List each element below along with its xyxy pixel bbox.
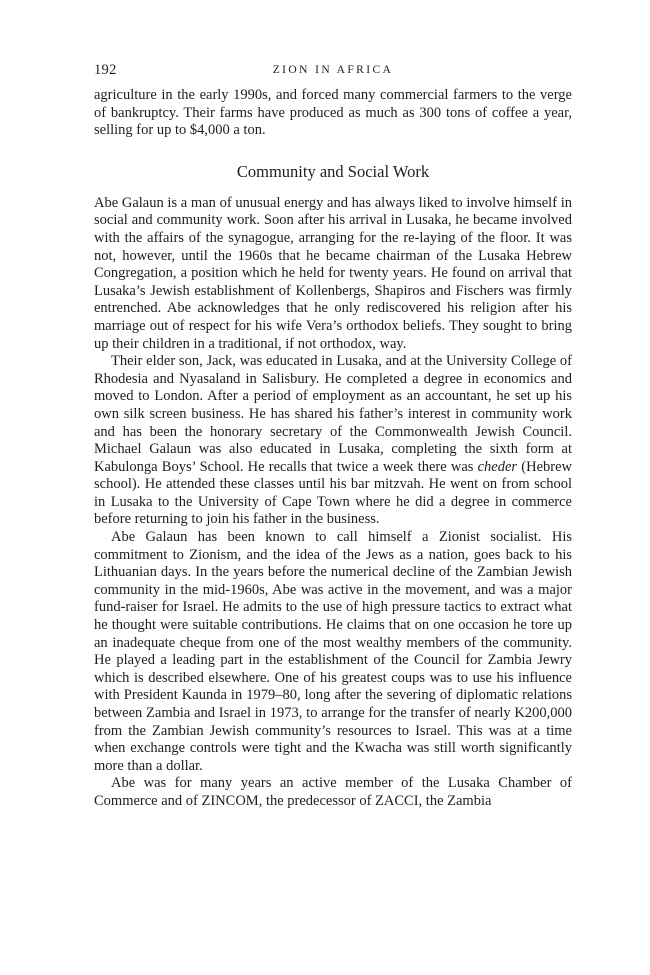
running-head [94,60,572,80]
running-title: ZION IN AFRICA [272,64,394,76]
paragraph-sons-text-1: Their elder son, Jack, was educated in Lusaka, and at the University College of Rhodesia and Nyasaland in Salisbury. He completed a degree in economics and moved to London. After a period of employment as an accountant, he set up his own silk screen business. He has shared his father’s interest in community work and has been the honorary secretary of the Commonwealth Jewish Council. Michael Galaun was also educated in Lusaka, completing the sixth form at Kabulonga Boys’ School. He recalls that twice a week there was [94,353,572,475]
paragraph-zionism: Abe Galaun has been known to call himself a Zionist socialist. His commitment to Zionism, and the idea of the Jews as a nation, goes back to his Lithuanian days. In the years before the numerical decline of the Zambian Jewish community in the mid-1960s, Abe was active in the movement, and was a major fund-raiser for Israel. He admits to the use of high pressure tactics to extract what he thought were suitable contributions. He claims that on one occasion he tore up an inadequate cheque from one of the most wealthy members of the community. He played a leading part in the establishment of the Council for Zambia Jewry which is described elsewhere. One of his greatest coups was to use his influence with President Kaunda in 1979–80, long after the severing of diplomatic relations between Zambia and Israel in 1973, to arrange for the transfer of nearly K200,000 from the Zambian Jewish community’s resources to Israel. This was at a time when exchange controls were tight and the Kwacha was still worth significantly more than a dollar. [94,529,572,774]
paragraph-community-work: Abe Galaun is a man of unusual energy and has always liked to involve himself in social and community work. Soon after his arrival in Lusaka, he became involved with the affairs of the synagogue, arranging for the re-laying of the floor. It was not, however, until the 1960s that he became chairman of the Lusaka Hebrew Congregation, a position which he held for twenty years. He found on arrival that Lusaka’s Jewish establishment of Kollenbergs, Shapiros and Fischers was firmly entrenched. Abe acknowledges that he only rediscovered his religion after his marriage out of respect for his wife Vera’s orthodox beliefs. They sought to bring up their children in a traditional, if not orthodox, way. [94,194,572,352]
body-text [94,87,572,811]
page-number: 192 [94,62,117,78]
paragraph-continued: agriculture in the early 1990s, and forced many commercial farmers to the verge of bankruptcy. Their farms have produced as much as 300 tons of coffee a year, selling for up to $4,000 a ton. [94,87,572,139]
italic-term-cheder: cheder [477,458,518,475]
paragraph-chamber-of-commerce: Abe was for many years an active member of the Lusaka Chamber of Commerce and of ZINCOM, the predecessor of ZACCI, the Zambia [94,775,572,809]
paragraph-sons [94,353,572,529]
section-heading: Community and Social Work [236,161,430,181]
paragraph-sons-text-2: (Hebrew school). He attended these classes until his bar mitzvah. He went on from school in Lusaka to the University of Cape Town where he did a degree in commerce before returning to join his father in the business. [94,458,572,528]
